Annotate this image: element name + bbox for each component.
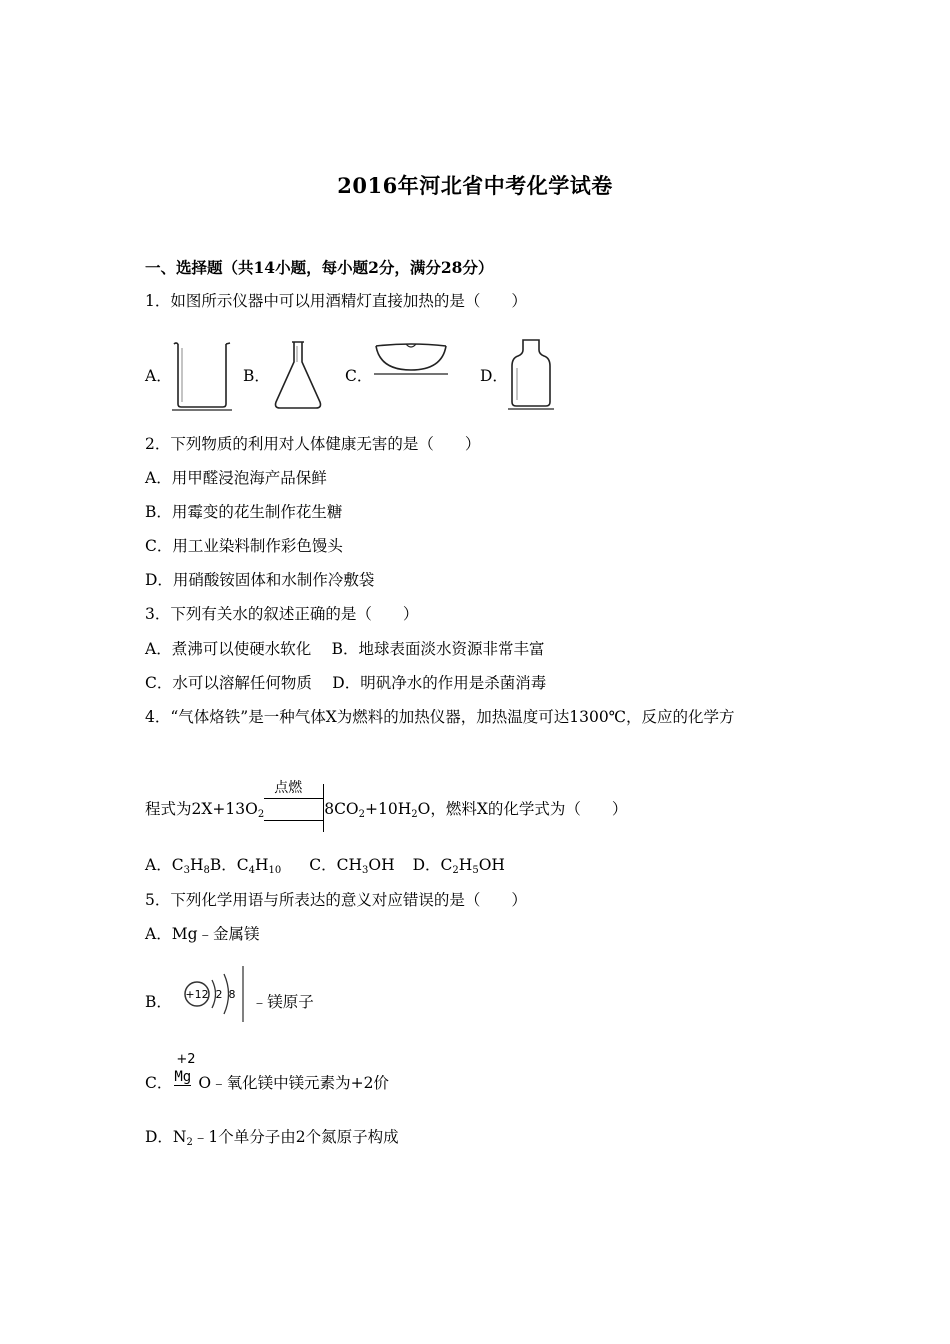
- subscript: 2: [186, 1137, 193, 1148]
- formula-part: H: [189, 856, 204, 874]
- evaporating-dish-icon: [372, 340, 450, 380]
- formula-part: H: [458, 856, 473, 874]
- subscript: 4: [248, 865, 255, 876]
- formula-part: H: [254, 856, 269, 874]
- section-heading: 一、选择题（共14小题，每小题2分，满分28分）: [145, 258, 494, 277]
- option-d-text: ﹣1个单分子由2个氮原子构成: [192, 1128, 399, 1146]
- condition-label: 点燃: [274, 780, 303, 796]
- option-d-formula: D．N: [145, 1128, 187, 1146]
- conical-flask-icon: [270, 338, 326, 412]
- q4-equation: [145, 780, 628, 825]
- beaker-icon: [170, 338, 234, 412]
- q2-option-a: A．用甲醛浸泡海产品保鲜: [145, 469, 327, 487]
- q4-option-d: D．C: [412, 856, 453, 874]
- equation-product-1: 8CO: [324, 800, 359, 818]
- page-title: 2016年河北省中考化学试卷: [337, 173, 613, 198]
- shell-2-electrons: 8: [228, 988, 236, 1001]
- question-3-stem: 3．下列有关水的叙述正确的是（ ）: [145, 605, 419, 623]
- q5-option-b: [145, 984, 314, 1022]
- subscript: 2: [358, 809, 366, 820]
- q4-option-b: B．C: [209, 856, 249, 874]
- q4-option-c: C．CH: [309, 856, 362, 874]
- subscript: 2: [452, 865, 459, 876]
- subscript: 2: [257, 809, 265, 820]
- question-5-stem: 5．下列化学用语与所表达的意义对应错误的是（ ）: [145, 891, 527, 909]
- formula-part: OH: [368, 856, 395, 874]
- q2-option-d: D．用硝酸铵固体和水制作冷敷袋: [145, 571, 375, 589]
- q1-option-a-label: A．: [145, 367, 172, 385]
- question-2-stem: 2．下列物质的利用对人体健康无害的是（ ）: [145, 435, 481, 453]
- formula-part: OH: [478, 856, 505, 874]
- q1-option-c-label: C．: [345, 367, 373, 385]
- subscript: 10: [268, 865, 282, 876]
- reaction-condition: [264, 780, 324, 816]
- q4-option-a: A．C: [145, 856, 184, 874]
- q3-options-row-1: A．煮沸可以使硬水软化 B．地球表面淡水资源非常丰富: [145, 640, 545, 658]
- element-symbol: Mg: [174, 1069, 192, 1085]
- atom-structure-diagram-icon: [183, 966, 247, 1022]
- q5-option-d: [145, 1127, 399, 1153]
- shell-1-electrons: 2: [215, 988, 223, 1001]
- q5-option-a: A．Mg﹣金属镁: [145, 925, 260, 943]
- option-label: B．: [145, 993, 172, 1011]
- reagent-bottle-icon: [506, 336, 556, 412]
- option-label: C．: [145, 1074, 173, 1092]
- subscript: 3: [183, 865, 190, 876]
- question-1-stem: 1．如图所示仪器中可以用酒精灯直接加热的是（ ）: [145, 292, 527, 310]
- q5-option-c: [145, 1052, 389, 1093]
- option-b-text: ﹣镁原子: [251, 993, 314, 1011]
- q4-options: [145, 855, 505, 881]
- subscript: 8: [203, 865, 210, 876]
- subscript: 3: [362, 865, 369, 876]
- nucleus-charge: +12: [185, 988, 209, 1001]
- subscript: 5: [472, 865, 479, 876]
- q2-option-b: B．用霉变的花生制作花生糖: [145, 503, 343, 521]
- equation-product-2: +10H: [365, 800, 412, 818]
- option-c-text: O﹣氧化镁中镁元素为+2价: [198, 1074, 389, 1092]
- valence-notation: [172, 1052, 196, 1088]
- q3-options-row-2: C．水可以溶解任何物质 D．明矾净水的作用是杀菌消毒: [145, 674, 547, 692]
- equation-question: O，燃料X的化学式为（ ）: [417, 800, 628, 818]
- q1-option-d-label: D．: [480, 367, 508, 385]
- q2-option-c: C．用工业染料制作彩色馒头: [145, 537, 343, 555]
- q1-option-b-label: B．: [243, 367, 270, 385]
- valence-value: +2: [176, 1052, 196, 1067]
- subscript: 2: [411, 809, 418, 820]
- question-4-stem: 4．“气体烙铁”是一种气体X为燃料的加热仪器，加热温度可达1300℃，反应的化学方: [145, 708, 735, 726]
- equation-reactants: 程式为2X+13O: [145, 800, 258, 818]
